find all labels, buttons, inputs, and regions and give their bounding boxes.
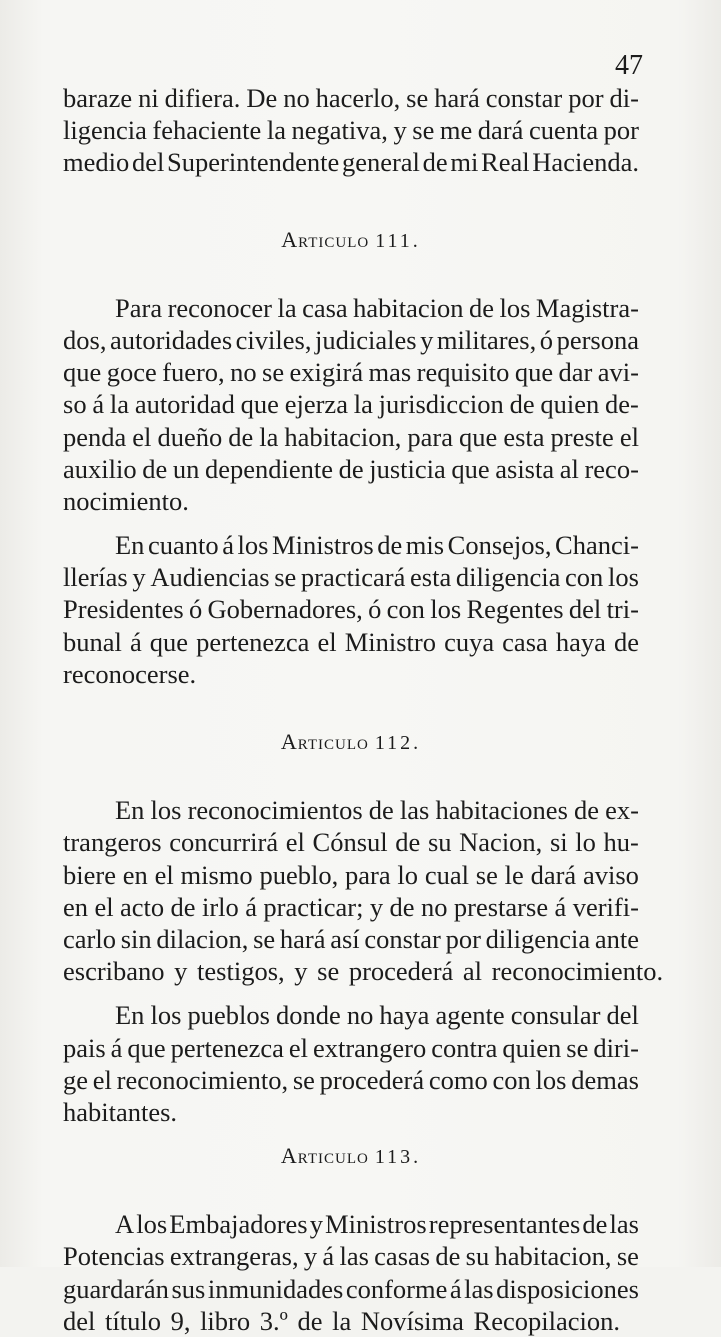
paragraph — [63, 292, 639, 517]
text-line: En los reconocimientos de las habitaciones de ex- — [115, 795, 639, 826]
text-line: escribano y testigos, y se procederá al reconocimiento. — [63, 956, 664, 987]
text-body — [63, 82, 664, 1337]
text-line: ligencia fehaciente la negativa, y se me dará cuenta por — [63, 115, 639, 146]
text-line: carlo sin dilacion, se hará así constar por diligencia ante — [63, 923, 639, 954]
text-line: trangeros concurrirá el Cónsul de su Nacion, si lo hu- — [63, 827, 639, 858]
block-gap — [63, 517, 639, 529]
text-line: habitantes. — [63, 1096, 178, 1127]
text-line: Para reconocer la casa habitacion de los Magistra- — [115, 292, 639, 323]
text-line: nocimiento. — [63, 485, 189, 516]
block-gap — [63, 758, 639, 794]
text-line: bunal á que pertenezca el Ministro cuya casa haya de — [63, 626, 639, 657]
text-line: penda el dueño de la habitacion, para que esta preste el — [63, 421, 639, 452]
block-gap — [63, 1128, 639, 1140]
article-heading-label: Articulo — [281, 226, 370, 252]
block-gap — [63, 690, 639, 726]
text-line: dos, autoridades civiles, judiciales y militares, ó persona — [63, 324, 639, 355]
text-line: que goce fuero, no se exigirá mas requisito que dar avi- — [63, 357, 639, 388]
text-line: en el acto de irlo á practicar; y de no prestarse á verifi- — [63, 891, 639, 922]
text-line: Presidentes ó Gobernadores, ó con los Regentes del tri- — [63, 594, 639, 625]
article-heading-number: 113. — [374, 1146, 422, 1169]
text-line: ge el reconocimiento, se procederá como con los demas — [63, 1064, 639, 1095]
paragraph — [63, 794, 664, 987]
block-gap — [63, 179, 639, 224]
page-number: 47 — [615, 50, 643, 81]
text-line: baraze ni difiera. De no hacerlo, se hará constar por di- — [63, 83, 639, 113]
block-gap — [63, 987, 639, 999]
paragraph — [63, 999, 639, 1128]
text-line: del título 9, libro 3.º de la Novísima Recopilacion. — [63, 1305, 620, 1336]
text-line: guardarán sus inmunidades conforme á las disposiciones — [63, 1273, 639, 1304]
text-line: A los Embajadores y Ministros representantes de las — [115, 1209, 639, 1240]
text-line: Potencias extrangeras, y á las casas de su habitacion, se — [63, 1241, 639, 1272]
text-line: En los pueblos donde no haya agente consular del — [115, 1000, 639, 1031]
article-heading-label: Articulo — [280, 1143, 369, 1169]
article-heading-number: 112. — [374, 732, 422, 754]
article-heading-number: 111. — [375, 229, 421, 252]
article-heading — [63, 726, 639, 758]
text-line: medio del Superintendente general de mi Real Hacienda. — [63, 147, 639, 178]
block-gap — [63, 1172, 639, 1208]
text-line: pais á que pertenezca el extrangero contra quien se diri- — [63, 1032, 639, 1063]
text-line: llerías y Audiencias se practicará esta diligencia con los — [63, 562, 639, 593]
article-heading-label: Articulo — [280, 729, 369, 754]
text-line: reconocerse. — [63, 658, 197, 689]
paragraph — [63, 529, 639, 690]
article-heading — [63, 224, 639, 256]
text-line: biere en el mismo pueblo, para lo cual se le dará aviso — [63, 859, 639, 890]
block-gap — [63, 256, 639, 292]
paragraph — [63, 82, 639, 179]
text-line: auxilio de un dependiente de justicia que asista al reco- — [63, 453, 639, 484]
text-line: so á la autoridad que ejerza la jurisdiccion de quien de- — [63, 389, 639, 420]
article-heading — [63, 1140, 639, 1172]
paragraph — [63, 1208, 639, 1337]
text-line: En cuanto á los Ministros de mis Consejos, Chanci- — [115, 530, 639, 561]
